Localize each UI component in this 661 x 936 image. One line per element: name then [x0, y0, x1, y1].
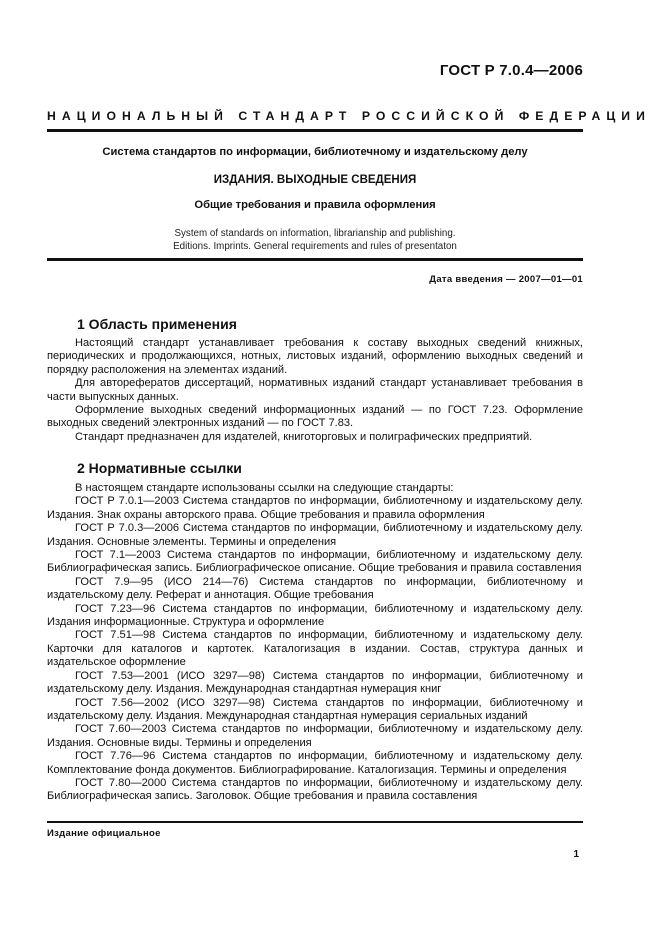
paragraph: Оформление выходных сведений информационных изданий — по ГОСТ 7.23. Оформление выходных сведений электронных изданий — по ГОСТ 7.83.: [47, 404, 583, 430]
paragraph: Стандарт предназначен для издателей, книготорговых и полиграфических предприятий.: [75, 430, 533, 443]
reference-item: ГОСТ 7.51—98 Система стандартов по информации, библиотечному и издательскому делу. Карточки для каталогов и картотек. Каталогизация в издании. Состав, структура данных и издательское оформление: [47, 629, 583, 669]
reference-item: ГОСТ 7.60—2003 Система стандартов по информации, библиотечному и издательскому делу. Издания. Основные виды. Термины и определения: [47, 723, 583, 749]
document-code: ГОСТ Р 7.0.4—2006: [439, 62, 583, 79]
national-standard-banner: НАЦИОНАЛЬНЫЙ СТАНДАРТ РОССИЙСКОЙ ФЕДЕРАЦИИ: [47, 109, 651, 123]
document-title: ИЗДАНИЯ. ВЫХОДНЫЕ СВЕДЕНИЯ: [213, 174, 417, 186]
reference-item: ГОСТ Р 7.0.1—2003 Система стандартов по информации, библиотечному и издательскому делу. Издания. Знак охраны авторского права. Общие требования и правила оформления: [47, 495, 583, 521]
reference-item: ГОСТ 7.9—95 (ИСО 214—76) Система стандартов по информации, библиотечному и издательскому делу. Реферат и аннотация. Общие требования: [47, 575, 583, 602]
reference-item: ГОСТ 7.76—96 Система стандартов по информации, библиотечному и издательскому делу. Комплектование фонда документов. Библиографирование. Каталогизация. Термины и определения: [47, 750, 583, 776]
paragraph: Для авторефератов диссертаций, нормативных изданий стандарт устанавливает требования в части выпускных данных.: [47, 377, 583, 403]
page-number: 1: [573, 849, 579, 860]
reference-item: ГОСТ 7.1—2003 Система стандартов по информации, библиотечному и издательскому делу. Библиографическая запись. Библиографическое описание. Общие требования и правила составления: [47, 549, 583, 575]
english-title-line-1: System of standards on information, librarianship and publishing.: [174, 228, 456, 239]
document-subtitle: Общие требования и правила оформления: [194, 199, 436, 211]
reference-item: ГОСТ 7.23—96 Система стандартов по информации, библиотечному и издательскому делу. Издания информационные. Структура и оформление: [47, 602, 583, 629]
standards-system-line: Система стандартов по информации, библиотечному и издательскому делу: [102, 146, 528, 158]
reference-item: ГОСТ 7.53—2001 (ИСО 3297—98) Система стандартов по информации, библиотечному и издательскому делу. Издания. Международная стандартная нумерация книг: [47, 669, 583, 696]
english-title-line-2: Editions. Imprints. General requirements and rules of presentaton: [173, 241, 457, 252]
reference-item: ГОСТ 7.80—2000 Система стандартов по информации, библиотечному и издательскому делу. Библиографическая запись. Заголовок. Общие требования и правила составления: [47, 776, 583, 803]
english-title: [47, 227, 583, 253]
official-edition-note: Издание официальное: [47, 828, 161, 839]
paragraph: В настоящем стандарте использованы ссылки на следующие стандарты:: [75, 482, 454, 494]
section-1-heading: 1 Область применения: [77, 316, 237, 332]
title-rule-divider: [47, 258, 583, 261]
section-1-body: [47, 337, 583, 444]
paragraph: Настоящий стандарт устанавливает требования к составу выходных сведений книжных, периодических и продолжающихся, нотных, листовых изданий, оформлению выходных сведений и порядку расположения на элементах изданий.: [47, 337, 583, 376]
reference-item: ГОСТ Р 7.0.3—2006 Система стандартов по информации, библиотечному и издательскому делу. Издания. Основные элементы. Термины и определения: [47, 522, 583, 548]
section-2-heading: 2 Нормативные ссылки: [77, 460, 242, 476]
top-rule-divider: [47, 129, 583, 132]
reference-item: ГОСТ 7.56—2002 (ИСО 3297—98) Система стандартов по информации, библиотечному и издательскому делу. Издания. Международная стандартная нумерация сериальных изданий: [47, 696, 583, 722]
footer-rule-divider: [47, 821, 583, 823]
introduction-date: Дата введения — 2007—01—01: [429, 274, 583, 285]
section-2-body: [47, 482, 583, 804]
